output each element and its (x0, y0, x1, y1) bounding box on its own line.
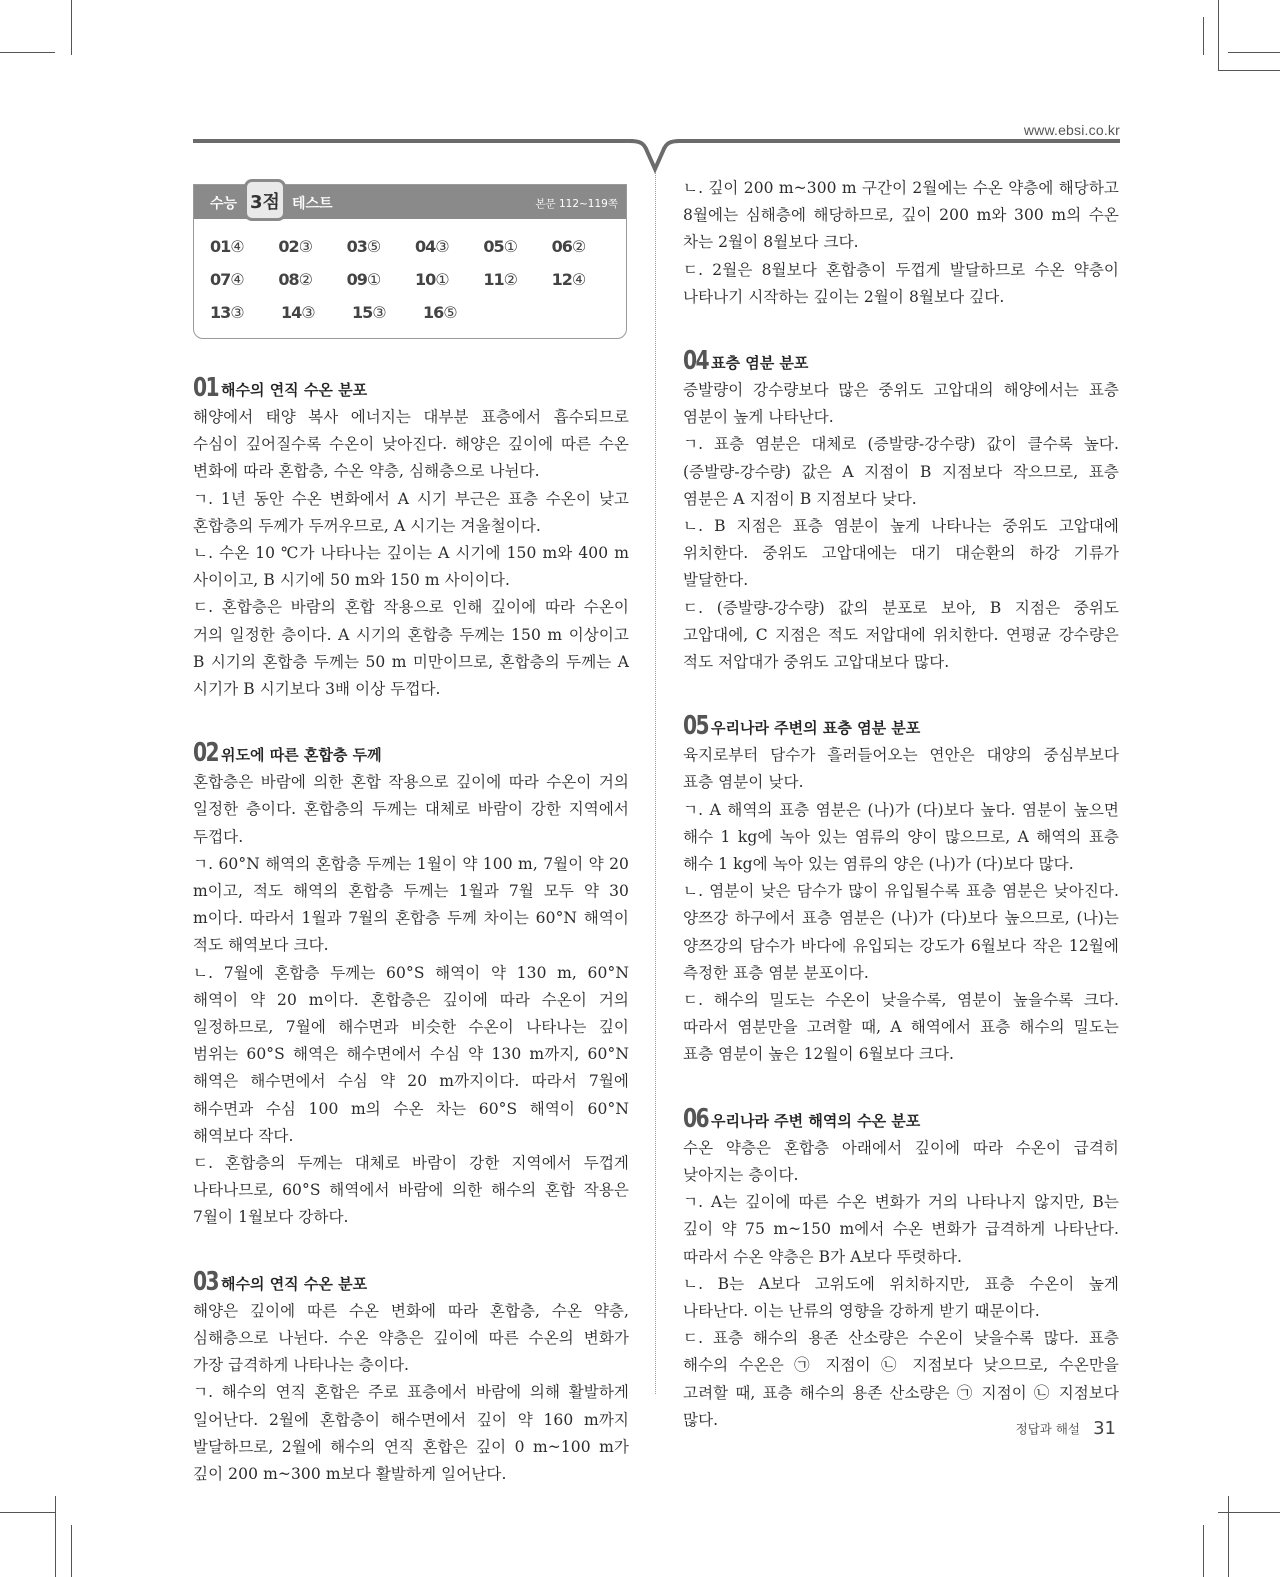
section-heading (683, 345, 1119, 375)
explanation-paragraph: ㄷ. (증발량-강수량) 값의 분포로 보아, B 지점은 중위도 고압대에, C 지점은 적도 저압대에 위치한다. 연평균 강수량은 적도 저압대가 중위도 고압대보다 많다. (683, 598, 1119, 672)
crop-mark (1218, 0, 1219, 70)
answer-row (210, 270, 620, 303)
section-heading (683, 710, 1119, 740)
answer-box (193, 184, 627, 339)
answer-number: 04 (414, 237, 436, 256)
answer-choice: ① (503, 237, 518, 256)
crop-mark (71, 0, 72, 55)
answer-item (415, 237, 483, 270)
explanation-paragraph: ㄴ. B 지점은 표층 염분이 높게 나타나는 중위도 고압대에 위치한다. 중위도 고압대에는 대기 대순환의 하강 기류가 발달한다. (683, 517, 1119, 590)
answer-row (210, 237, 620, 270)
answer-grid (210, 237, 620, 336)
answer-item (210, 303, 281, 336)
answer-item (483, 237, 551, 270)
answer-box-ref: 본문 112~119쪽 (535, 198, 618, 210)
crop-mark (71, 1525, 72, 1577)
crop-mark (1228, 1496, 1229, 1577)
answer-item (352, 303, 423, 336)
answer-item (347, 237, 415, 270)
column-divider (655, 172, 656, 1394)
crop-mark (1203, 17, 1204, 55)
answer-box-header (194, 185, 626, 219)
answer-choice: ③ (301, 303, 316, 322)
explanation-paragraph: ㄴ. 염분이 낮은 담수가 많이 유입될수록 표층 염분은 낮아진다. 양쯔강 하구에서 표층 염분은 (나)가 (다)보다 높으므로, (나)는 양쯔강의 담수가 바다에 유입되는 강도가 6월보다 작은 12월에 측정한 표층 염분 분포이다. (683, 882, 1119, 982)
answer-item (415, 270, 483, 303)
answer-section-01 (193, 372, 629, 703)
answer-section-05 (683, 710, 1119, 1068)
explanation-paragraph: ㄷ. 표층 해수의 용존 산소량은 수온이 낮을수록 많다. 표층 해수의 수온은 ㉠ 지점이 ㉡ 지점보다 낮으므로, 수온만을 고려할 때, 표층 해수의 용존 산소량은 ㉠ 지점이 ㉡ 지점보다 많다. (683, 1329, 1119, 1429)
section-title: 표층 염분 분포 (711, 354, 809, 373)
answer-number: 01 (210, 237, 231, 256)
explanation-paragraph: ㄷ. 해수의 밀도는 수온이 낮을수록, 염분이 높을수록 크다. 따라서 염분만을 고려할 때, A 해역에서 표층 해수의 밀도는 표층 염분이 높은 12월이 6월보다 크다. (683, 991, 1119, 1064)
answer-box-test: 테스트 (292, 196, 333, 212)
page-number: 31 (1093, 1418, 1116, 1439)
answer-number: 10 (414, 270, 436, 289)
answer-choice: ① (435, 270, 450, 289)
answer-item (483, 270, 551, 303)
footer-label: 정답과 해설 (1015, 1421, 1080, 1437)
answer-number: 15 (352, 303, 373, 322)
section-number: 04 (683, 346, 709, 377)
answer-number: 16 (423, 303, 444, 322)
crop-mark (1228, 52, 1280, 53)
section-title: 해수의 연직 수온 분포 (221, 381, 368, 399)
answer-number: 07 (210, 270, 231, 289)
answer-number: 08 (278, 270, 299, 289)
section-heading (193, 372, 629, 402)
section-heading (193, 1266, 629, 1296)
answer-item (210, 270, 278, 303)
explanation-paragraph: ㄱ. A 해역의 표층 염분은 (나)가 (다)보다 높다. 염분이 높으면 해수 1 kg에 녹아 있는 염류의 양이 많으므로, A 해역의 표층 해수 1 kg에 녹아 있는 염류의 양은 (나)가 (다)보다 많다. (683, 800, 1119, 874)
answer-choice: ② (503, 270, 518, 289)
answer-row (210, 303, 620, 336)
section-title: 우리나라 주변 해역의 수온 분포 (711, 1111, 921, 1130)
answer-number: 14 (281, 303, 302, 322)
answer-item (210, 237, 278, 270)
answer-number: 02 (278, 237, 299, 256)
page-footer (1016, 1418, 1116, 1439)
answer-section-04 (683, 345, 1119, 676)
section-title: 해수의 연직 수온 분포 (221, 1274, 368, 1293)
explanation-paragraph: ㄱ. 표층 염분은 대체로 (증발량-강수량) 값이 클수록 높다. (증발량-강수량) 값은 A 지점이 B 지점보다 작으므로, 표층 염분은 A 지점이 B 지점보다 낮다. (683, 435, 1119, 508)
answer-choice: ③ (298, 237, 313, 256)
section-title: 우리나라 주변의 표층 염분 분포 (711, 719, 921, 738)
explanation-paragraph: 수온 약층은 혼합층 아래에서 깊이에 따라 수온이 급격히 낮아지는 층이다. (683, 1138, 1119, 1184)
answer-number: 06 (551, 237, 572, 256)
answer-choice: ③ (230, 303, 245, 322)
crop-mark (55, 1496, 56, 1577)
explanation-paragraph: ㄴ. 수온 10 ℃가 나타나는 깊이는 A 시기에 150 m와 400 m 사이이고, B 시기에 50 m와 150 m 사이이다. (193, 544, 629, 590)
answer-number: 13 (210, 303, 231, 322)
crop-mark (0, 1512, 55, 1513)
section-number: 03 (193, 1266, 219, 1297)
explanation-paragraph: ㄱ. A는 깊이에 따른 수온 변화가 거의 나타나지 않지만, B는 깊이 약 75 m~150 m에서 수온 변화가 급격하게 나타난다. 따라서 수온 약층은 B가 A보다 뚜렷하다. (683, 1193, 1119, 1266)
answer-section-02 (193, 737, 629, 1231)
answer-item (278, 270, 346, 303)
answer-number: 05 (483, 237, 504, 256)
answer-choice: ② (298, 270, 313, 289)
answer-item (552, 237, 620, 270)
explanation-paragraph: ㄷ. 혼합층은 바람의 혼합 작용으로 인해 깊이에 따라 수온이 거의 일정한 층이다. A 시기의 혼합층 두께는 150 m 이상이고 B 시기의 혼합층 두께는 50 m 미만이므로, 혼합층의 두께는 A 시기가 B 시기보다 3배 이상 두껍다. (193, 598, 629, 699)
answer-section-03 (683, 175, 1119, 311)
answer-choice: ③ (435, 237, 450, 256)
explanation-paragraph: 해양에서 태양 복사 에너지는 대부분 표층에서 흡수되므로 수심이 깊어질수록 수온이 낮아진다. 해양은 깊이에 따른 수온 변화에 따라 혼합층, 수온 약층, 심해층으로 나뉜다. (193, 408, 629, 481)
answer-box-score: 3점 (244, 179, 286, 221)
explanation-paragraph: ㄴ. 7월에 혼합층 두께는 60°S 해역이 약 130 m, 60°N 해역이 약 20 m이다. 혼합층은 깊이에 따라 수온이 거의 일정하므로, 7월에 해수면과 비슷한 수온이 나타나는 깊이 범위는 60°S 해역은 해수면에서 수심 약 130 m까지, 60°N 해역은 해수면에서 수심 약 20 m까지이다. 따라서 7월에 해수면과 수심 100 m의 수온 차는 60°S 해역이 60°N 해역보다 작다. (193, 963, 629, 1145)
answer-number: 12 (551, 270, 572, 289)
section-heading (193, 737, 629, 767)
explanation-paragraph: ㄱ. 60°N 해역의 혼합층 두께는 1월이 약 100 m, 7월이 약 20 m이고, 적도 해역의 혼합층 두께는 1월과 7월 모두 약 30 m이다. 따라서 1월과 7월의 혼합층 두께 차이는 60°N 해역이 적도 해역보다 크다. (193, 854, 629, 955)
header-notch (630, 139, 680, 175)
site-url: www.ebsi.co.kr (1023, 122, 1120, 138)
section-title: 위도에 따른 혼합층 두께 (221, 746, 382, 765)
explanation-paragraph: 증발량이 강수량보다 많은 중위도 고압대의 해양에서는 표층 염분이 높게 나타난다. (683, 381, 1119, 427)
answer-choice: ② (571, 237, 587, 256)
section-number: 05 (683, 711, 709, 742)
section-number: 02 (193, 738, 219, 769)
crop-mark (1203, 1525, 1204, 1577)
answer-box-suneung: 수능 (210, 196, 238, 212)
crop-mark (0, 52, 55, 53)
answer-item (552, 270, 620, 303)
answer-choice: ⑤ (443, 303, 458, 322)
answer-section-03 (193, 1266, 629, 1488)
explanation-paragraph: 해양은 깊이에 따른 수온 변화에 따라 혼합층, 수온 약층, 심해층으로 나뉜다. 수온 약층은 깊이에 따른 수온의 변화가 가장 급격하게 나타나는 층이다. (193, 1301, 629, 1375)
answer-item (281, 303, 352, 336)
answer-choice: ④ (230, 270, 245, 289)
explanation-paragraph: ㄱ. 1년 동안 수온 변화에서 A 시기 부근은 표층 수온이 낮고 혼합층의 두께가 두꺼우므로, A 시기는 겨울철이다. (193, 489, 629, 535)
section-heading (683, 1103, 1119, 1133)
explanation-paragraph: ㄴ. B는 A보다 고위도에 위치하지만, 표층 수온이 높게 나타난다. 이는 난류의 영향을 강하게 받기 때문이다. (683, 1274, 1119, 1320)
explanation-paragraph: ㄷ. 혼합층의 두께는 대체로 바람이 강한 지역에서 두껍게 나타나므로, 60°S 해역에서 바람에 의한 해수의 혼합 작용은 7월이 1월보다 강하다. (193, 1154, 629, 1227)
answer-item (347, 270, 415, 303)
crop-mark (1218, 70, 1280, 71)
section-number: 06 (683, 1103, 709, 1134)
answer-choice: ③ (372, 303, 387, 322)
explanation-paragraph: 육지로부터 담수가 흘러들어오는 연안은 대양의 중심부보다 표층 염분이 낮다. (683, 746, 1119, 792)
section-number: 01 (193, 373, 219, 403)
answer-number: 03 (346, 237, 367, 256)
answer-item (278, 237, 346, 270)
answer-choice: ④ (230, 237, 245, 256)
answer-choice: ④ (571, 270, 587, 289)
left-column (193, 372, 629, 1488)
explanation-paragraph: 혼합층은 바람에 의한 혼합 작용으로 깊이에 따라 수온이 거의 일정한 층이다. 혼합층의 두께는 대체로 바람이 강한 지역에서 두껍다. (193, 773, 629, 846)
answer-section-06 (683, 1103, 1119, 1434)
answer-number: 11 (483, 270, 504, 289)
answer-choice: ① (366, 270, 382, 289)
answer-number: 09 (346, 270, 367, 289)
explanation-paragraph: ㄴ. 깊이 200 m~300 m 구간이 2월에는 수온 약층에 해당하고 8월에는 심해층에 해당하므로, 깊이 200 m와 300 m의 수온 차는 2월이 8월보다 크다. (683, 179, 1119, 252)
right-column (683, 175, 1119, 1468)
header-rule-right (678, 139, 1120, 143)
explanation-paragraph: ㄷ. 2월은 8월보다 혼합층이 두껍게 발달하므로 수온 약층이 나타나기 시작하는 깊이는 2월이 8월보다 깊다. (683, 260, 1119, 306)
answer-item (423, 303, 494, 336)
header-rule-left (193, 139, 633, 143)
explanation-paragraph: ㄱ. 해수의 연직 혼합은 주로 표층에서 바람에 의해 활발하게 일어난다. 2월에 혼합층이 해수면에서 깊이 약 160 m까지 발달하므로, 2월에 해수의 연직 혼합은 깊이 0 m~100 m가 깊이 200 m~300 m보다 활발하게 일어난다. (193, 1383, 629, 1483)
answer-choice: ⑤ (366, 237, 382, 256)
